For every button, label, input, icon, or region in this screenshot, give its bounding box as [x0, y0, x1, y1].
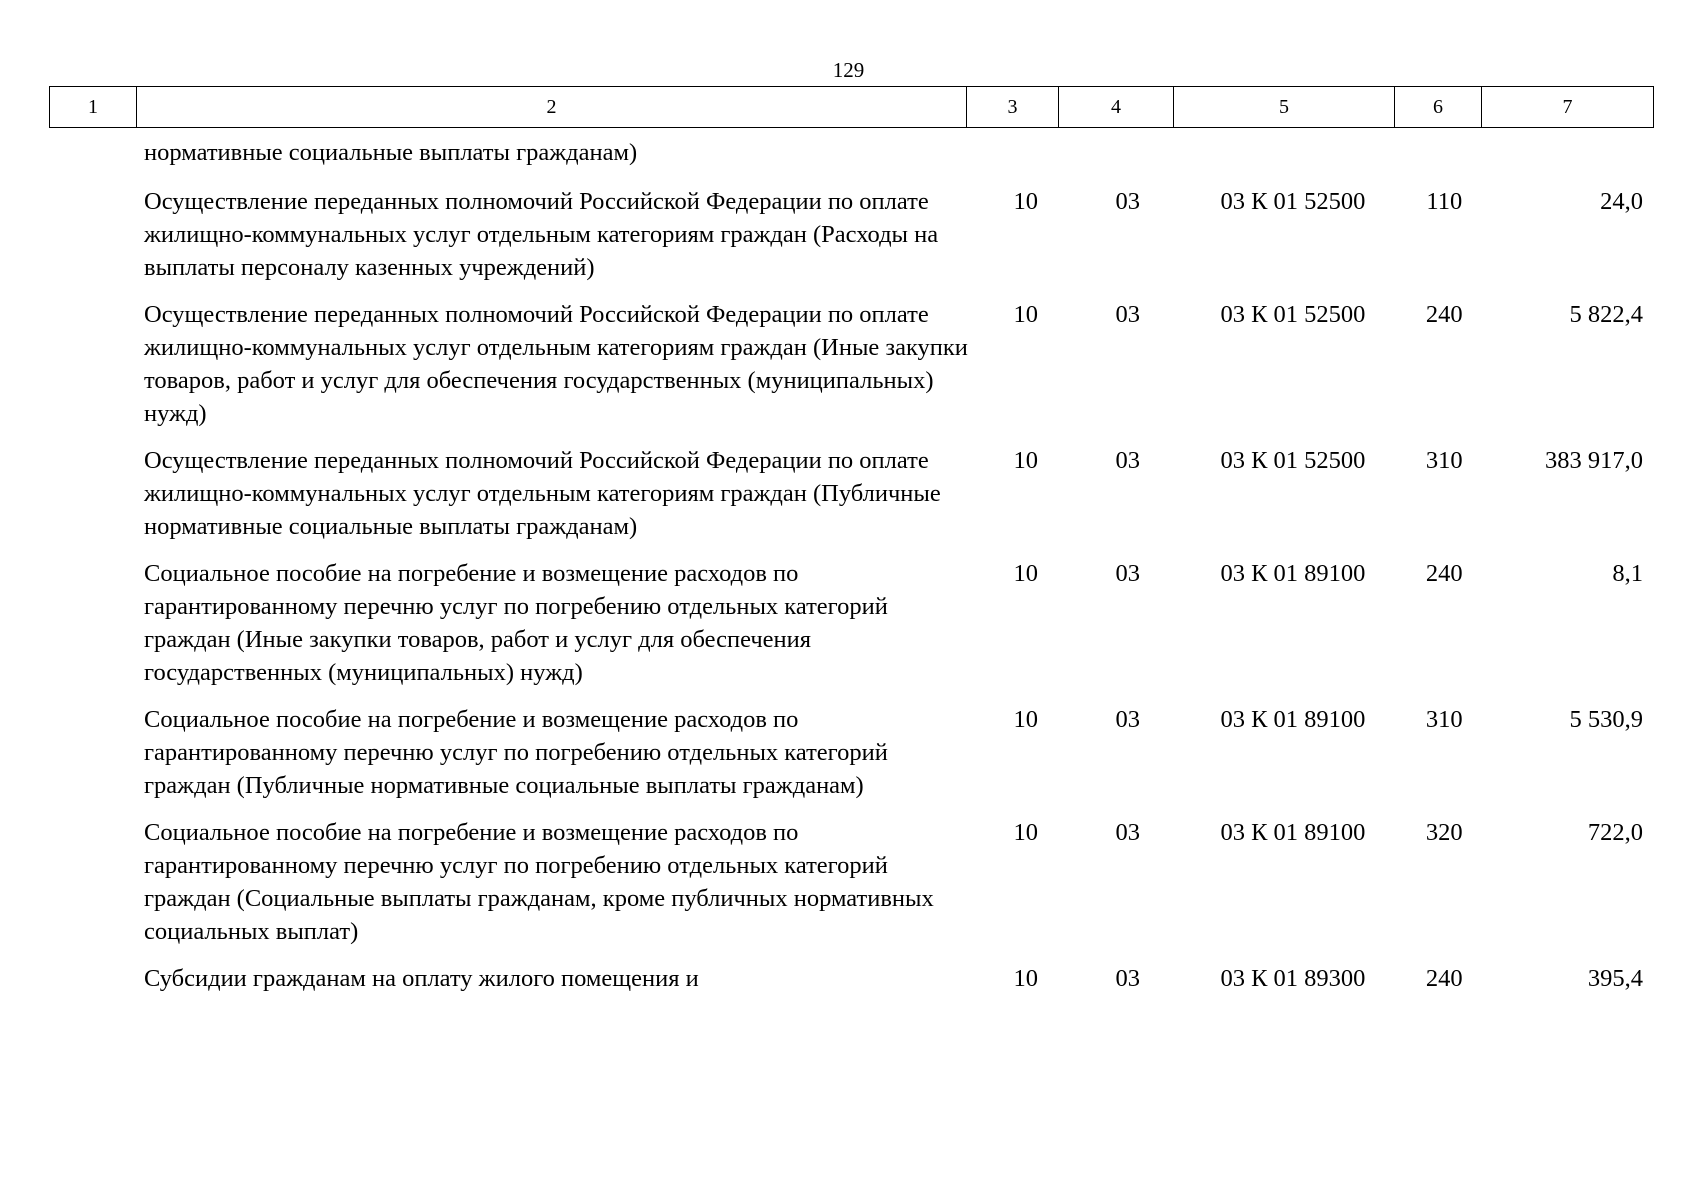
column-header-7: 7 — [1482, 87, 1654, 128]
column-header-2: 2 — [137, 87, 967, 128]
row-expense-type: 320 — [1425, 819, 1463, 846]
row-name: Социальное пособие на погребение и возмещение расходов по гарантированному перечню услуг по погребению отдельных категорий граждан (Иные закупки товаров, работ и услуг для обеспечения государственных (муниципальных) нужд) — [144, 560, 888, 686]
row-expense-type: 240 — [1425, 965, 1463, 992]
column-header-4: 4 — [1059, 87, 1174, 128]
column-header-3: 3 — [967, 87, 1059, 128]
row-expense-type: 110 — [1426, 188, 1463, 215]
row-subsection: 03 — [1115, 965, 1140, 992]
table-row — [49, 298, 1649, 430]
row-subsection: 03 — [1115, 560, 1140, 587]
row-expense-type: 310 — [1425, 447, 1463, 474]
row-sum: 395,4 — [1587, 965, 1643, 992]
row-name: Субсидии гражданам на оплату жилого помещения и — [144, 965, 699, 992]
row-name: Осуществление переданных полномочий Российской Федерации по оплате жилищно-коммунальных услуг отдельным категориям граждан (Расходы на выплаты персоналу казенных учреждений) — [144, 188, 939, 281]
row-name: нормативные социальные выплаты гражданам) — [144, 139, 638, 166]
table-row — [49, 703, 1649, 802]
row-expense-type: 240 — [1425, 301, 1463, 328]
row-section: 10 — [1013, 447, 1038, 474]
row-sum: 24,0 — [1600, 188, 1643, 215]
row-sum: 5 822,4 — [1569, 301, 1643, 328]
row-target-article: 03 К 01 89300 — [1220, 965, 1366, 992]
row-subsection: 03 — [1115, 706, 1140, 733]
row-subsection: 03 — [1115, 819, 1140, 846]
row-section: 10 — [1013, 706, 1038, 733]
table-row — [49, 816, 1649, 948]
row-section: 10 — [1013, 819, 1038, 846]
table-row — [49, 136, 1649, 169]
table-body — [49, 136, 1649, 1009]
row-sum: 8,1 — [1612, 560, 1643, 587]
row-name: Осуществление переданных полномочий Российской Федерации по оплате жилищно-коммунальных услуг отдельным категориям граждан (Публичные нормативные социальные выплаты гражданам) — [144, 447, 941, 540]
row-sum: 383 917,0 — [1545, 447, 1643, 474]
row-sum: 5 530,9 — [1569, 706, 1643, 733]
table-row — [49, 185, 1649, 284]
row-section: 10 — [1013, 560, 1038, 587]
row-target-article: 03 К 01 52500 — [1220, 447, 1366, 474]
table-row — [49, 557, 1649, 689]
row-target-article: 03 К 01 89100 — [1220, 560, 1366, 587]
row-name: Осуществление переданных полномочий Российской Федерации по оплате жилищно-коммунальных услуг отдельным категориям граждан (Иные закупки товаров, работ и услуг для обеспечения государственных (муниципальных) нужд) — [144, 301, 968, 427]
table-row — [49, 962, 1649, 995]
row-target-article: 03 К 01 89100 — [1220, 819, 1366, 846]
row-section: 10 — [1013, 188, 1038, 215]
row-expense-type: 240 — [1425, 560, 1463, 587]
row-target-article: 03 К 01 52500 — [1220, 301, 1366, 328]
row-section: 10 — [1013, 301, 1038, 328]
column-header-6: 6 — [1395, 87, 1482, 128]
row-target-article: 03 К 01 52500 — [1220, 188, 1366, 215]
page-number: 129 — [832, 58, 865, 82]
column-header-1: 1 — [50, 87, 137, 128]
row-expense-type: 310 — [1425, 706, 1463, 733]
row-target-article: 03 К 01 89100 — [1220, 706, 1366, 733]
column-header-table — [49, 86, 1654, 128]
row-name: Социальное пособие на погребение и возмещение расходов по гарантированному перечню услуг по погребению отдельных категорий граждан (Социальные выплаты гражданам, кроме публичных нормативных социальных выплат) — [144, 819, 934, 945]
row-subsection: 03 — [1115, 188, 1140, 215]
row-sum: 722,0 — [1587, 819, 1643, 846]
table-row — [49, 444, 1649, 543]
column-header-5: 5 — [1174, 87, 1395, 128]
column-header-row — [50, 87, 1654, 128]
row-subsection: 03 — [1115, 447, 1140, 474]
row-section: 10 — [1013, 965, 1038, 992]
row-name: Социальное пособие на погребение и возмещение расходов по гарантированному перечню услуг по погребению отдельных категорий граждан (Публичные нормативные социальные выплаты гражданам) — [144, 706, 888, 799]
row-subsection: 03 — [1115, 301, 1140, 328]
